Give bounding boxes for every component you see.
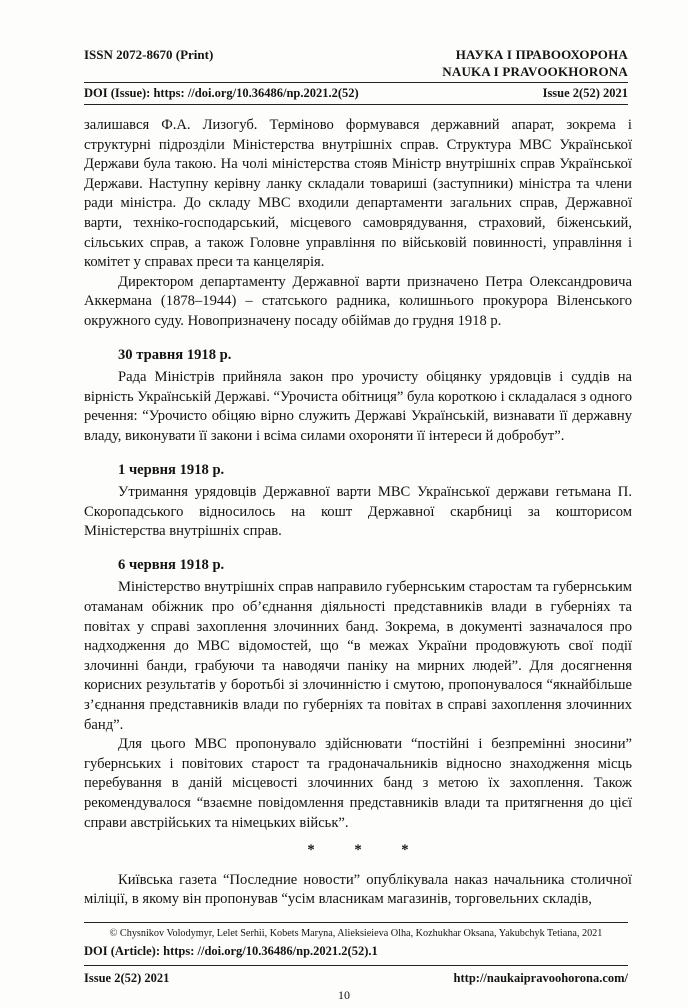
- footer-rule-mid: [84, 965, 628, 966]
- paragraph: Для цього МВС пропонувало здійснювати “постійні і безпремінні зносини” губернських і повітових старост та градоначальників відносно знаходження місць перебування в даній місцевості злочинних банд з метою їх захоплення. Також рекомендувалося “взаємне повідомлення представників влади та притягнення до цієї справи австрійських та німецьких військ”.: [84, 736, 632, 831]
- date-heading: 30 травня 1918 р.: [118, 346, 232, 363]
- footer-issue: Issue 2(52) 2021: [84, 971, 170, 985]
- article-body: [84, 116, 632, 910]
- journal-title-ua: НАУКА І ПРАВООХОРОНА: [455, 47, 628, 62]
- paragraph: Міністерство внутрішніх справ направило губернським старостам та губернським отаманам обіжник про об’єднання діяльності представників влади в губерніях та повітах у справі захоплення злочинних банд. Зокрема, в документі зазначалося про надходження до МВС відомостей, що “в межах України продовжують свої події злочинні банди, грабуючи та наводячи паніку на мирних людей”. Для досягнення корисних результатів у боротьбі зі злочинністю і смутою, пропонувалося “якнайбільше з’єднання представників влади по губерніях та повітах в справі захоплення злочинних банд”.: [84, 579, 632, 733]
- footer-rule: [84, 922, 628, 923]
- paragraph: Київська газета “Последние новости” опублікувала наказ начальника столичної міліції, в якому він пропонував “усім власникам магазинів, торговельних складів,: [84, 871, 632, 908]
- header-rule: [84, 82, 628, 83]
- date-heading: 1 червня 1918 р.: [118, 461, 225, 478]
- journal-title-lat: NAUKA I PRAVOOKHORONA: [442, 64, 628, 79]
- journal-title: [442, 46, 628, 80]
- footer-issue-row: [84, 971, 628, 986]
- section-separator: * * *: [307, 842, 427, 859]
- issue-label: Issue 2(52) 2021: [542, 86, 628, 100]
- paragraph: Рада Міністрів прийняла закон про урочисту обіцянку урядовців і суддів на вірність Українській Державі. “Урочиста обітниця” була короткою і складалася з одного речення: “Урочисто обіцяю вірно служить Державі Українській, визнавати її державну владу, виконувати її закони і всіма силами охороняти її інтереси й добробут”.: [84, 369, 632, 444]
- paragraph: Утримання урядовців Державної варти МВС Української держави гетьмана П. Скоропадського відносилось на кошт Державної скарбниці за кошторисом Міністерства внутрішніх справ.: [84, 484, 632, 540]
- doi-article: DOI (Article): https: //doi.org/10.36486/np.2021.2(52).1: [84, 944, 378, 958]
- issn-label: ISSN 2072-8670 (Print): [84, 47, 214, 62]
- header-rule-bottom: [84, 104, 628, 105]
- copyright-line: © Chysnikov Volodymyr, Lelet Serhii, Kobets Maryna, Alieksieieva Olha, Kozhukhar Oksana, Yakubchyk Tetiana, 2021: [109, 928, 603, 939]
- date-heading: 6 червня 1918 р.: [118, 556, 225, 573]
- journal-url[interactable]: http://naukaipravoohorona.com/: [453, 971, 628, 985]
- page-number: 10: [338, 988, 350, 1002]
- doi-issue: DOI (Issue): https: //doi.org/10.36486/np.2021.2(52): [84, 86, 359, 100]
- paragraph: Директором департаменту Державної варти призначено Петра Олександровича Аккермана (1878–1944) – статського радника, колишнього прокурора Віленського окружного суду. Новопризначену посаду обіймав до грудня 1918 р.: [84, 273, 632, 329]
- paragraph: залишався Ф.А. Лизогуб. Терміново формувався державний апарат, зокрема і структурні підрозділи Міністерства внутрішніх справ. Структура МВС Української Держави була такою. На чолі міністерства стояв Міністр внутрішніх справ Української Держави. Наступну керівну ланку складали товариші (заступники) міністра та члени ради міністра. До складу МВС входили департаменти загальних справ, Державної варти, техніко-господарський, місцевого самоврядування, страховий, біженський, сільських справ, а також Головне управління по військовій повинності, управління і комітет у справах преси та канцелярія.: [84, 117, 632, 271]
- header-doi-row: [84, 86, 628, 101]
